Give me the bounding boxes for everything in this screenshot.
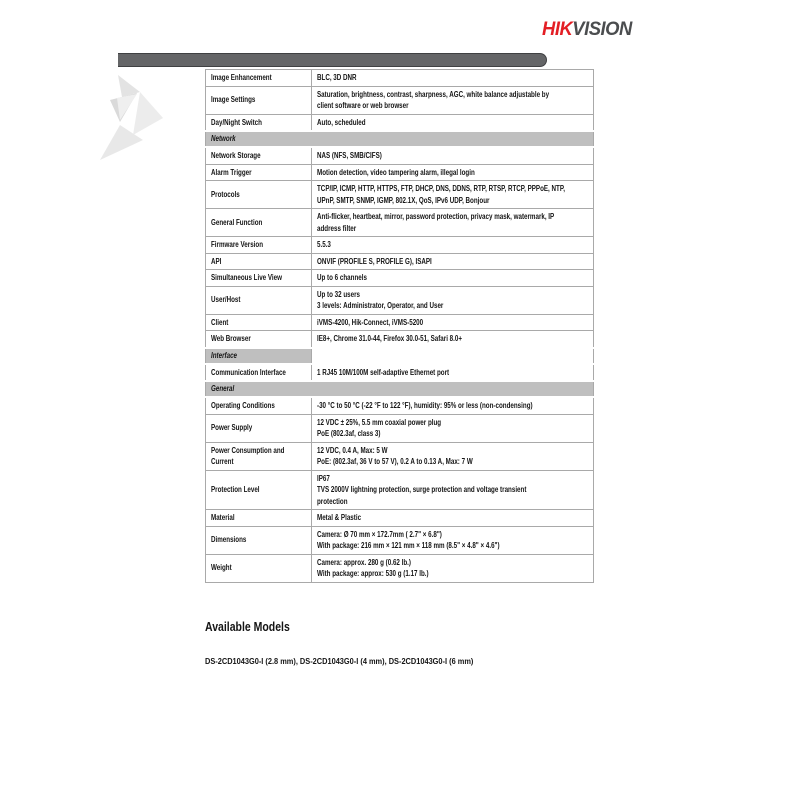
spec-row (206, 86, 594, 114)
spec-value: Up to 32 users 3 levels: Administrator, Operator, and User (312, 286, 594, 314)
spec-value: BLC, 3D DNR (312, 70, 594, 87)
spec-value: TCP/IP, ICMP, HTTP, HTTPS, FTP, DHCP, DNS, DDNS, RTP, RTSP, RTCP, PPPoE, NTP, UPnP, SMTP, SNMP, IGMP, 802.1X, QoS, IPv6 UDP, Bonjour (312, 181, 594, 209)
spec-row (206, 554, 594, 582)
logo-vision-text: VISION (572, 19, 632, 40)
spec-row (206, 70, 594, 87)
spec-label: User/Host (206, 286, 312, 314)
spec-value: -30 °C to 50 °C (-22 °F to 122 °F), humidity: 95% or less (non-condensing) (312, 397, 594, 414)
hikvision-arrow-watermark-icon (93, 70, 173, 165)
hikvision-logo (542, 19, 632, 41)
spec-row (206, 270, 594, 287)
section-label: Interface (206, 348, 312, 364)
spec-label: Alarm Trigger (206, 164, 312, 181)
spec-row (206, 253, 594, 270)
spec-row (206, 510, 594, 527)
spec-row (206, 181, 594, 209)
section-row (206, 131, 594, 147)
spec-label: General Function (206, 209, 312, 237)
spec-table-body (206, 70, 594, 583)
spec-label: Web Browser (206, 331, 312, 348)
spec-label: Simultaneous Live View (206, 270, 312, 287)
available-models-title: Available Models (205, 620, 290, 634)
spec-value: NAS (NFS, SMB/CIFS) (312, 147, 594, 164)
spec-row (206, 209, 594, 237)
spec-value: Motion detection, video tampering alarm, illegal login (312, 164, 594, 181)
spec-row (206, 314, 594, 331)
spec-label: Image Enhancement (206, 70, 312, 87)
section-label: Network (206, 131, 594, 147)
spec-label: Firmware Version (206, 237, 312, 254)
spec-label: Power Consumption and Current (206, 442, 312, 470)
spec-row (206, 114, 594, 131)
logo-hik-text: HIK (542, 19, 573, 40)
available-models-section (205, 620, 513, 666)
section-empty-cell (312, 348, 594, 364)
spec-label: Power Supply (206, 414, 312, 442)
spec-value: 5.5.3 (312, 237, 594, 254)
spec-label: Client (206, 314, 312, 331)
spec-row (206, 397, 594, 414)
spec-row (206, 414, 594, 442)
spec-table (205, 69, 594, 583)
spec-value: Metal & Plastic (312, 510, 594, 527)
spec-value: ONVIF (PROFILE S, PROFILE G), ISAPI (312, 253, 594, 270)
available-models-list: DS-2CD1043G0-I (2.8 mm), DS-2CD1043G0-I (4 mm), DS-2CD1043G0-I (6 mm) (205, 656, 474, 666)
spec-label: Image Settings (206, 86, 312, 114)
spec-value: Up to 6 channels (312, 270, 594, 287)
spec-label: Protocols (206, 181, 312, 209)
spec-label: Day/Night Switch (206, 114, 312, 131)
spec-label: Network Storage (206, 147, 312, 164)
spec-value: Anti-flicker, heartbeat, mirror, password protection, privacy mask, watermark, IP address filter (312, 209, 594, 237)
spec-label: API (206, 253, 312, 270)
spec-value: Saturation, brightness, contrast, sharpness, AGC, white balance adjustable by client software or web browser (312, 86, 594, 114)
spec-label: Communication Interface (206, 364, 312, 382)
spec-label: Dimensions (206, 526, 312, 554)
spec-row (206, 526, 594, 554)
spec-row (206, 470, 594, 510)
section-label: General (206, 381, 594, 397)
spec-value: 12 VDC, 0.4 A, Max: 5 W PoE: (802.3af, 36 V to 57 V), 0.2 A to 0.13 A, Max: 7 W (312, 442, 594, 470)
spec-value: Camera: Ø 70 mm × 172.7mm ( 2.7" × 6.8") With package: 216 mm × 121 mm × 118 mm (8.5" × 4.8" × 4.6") (312, 526, 594, 554)
spec-row (206, 331, 594, 348)
header-bar (118, 53, 547, 67)
spec-value: Camera: approx. 280 g (0.62 lb.) With package: approx: 530 g (1.17 lb.) (312, 554, 594, 582)
spec-label: Protection Level (206, 470, 312, 510)
spec-value: 1 RJ45 10M/100M self-adaptive Ethernet port (312, 364, 594, 382)
spec-row (206, 364, 594, 382)
spec-value: 12 VDC ± 25%, 5.5 mm coaxial power plug PoE (802.3af, class 3) (312, 414, 594, 442)
spec-row (206, 147, 594, 164)
spec-row (206, 442, 594, 470)
spec-label: Weight (206, 554, 312, 582)
spec-label: Material (206, 510, 312, 527)
spec-value: Auto, scheduled (312, 114, 594, 131)
spec-label: Operating Conditions (206, 397, 312, 414)
section-row (206, 381, 594, 397)
spec-row (206, 237, 594, 254)
spec-row (206, 286, 594, 314)
spec-value: IP67 TVS 2000V lightning protection, surge protection and voltage transient protection (312, 470, 594, 510)
spec-value: iVMS-4200, Hik-Connect, iVMS-5200 (312, 314, 594, 331)
spec-value: IE8+, Chrome 31.0-44, Firefox 30.0-51, Safari 8.0+ (312, 331, 594, 348)
section-row (206, 348, 594, 364)
spec-row (206, 164, 594, 181)
